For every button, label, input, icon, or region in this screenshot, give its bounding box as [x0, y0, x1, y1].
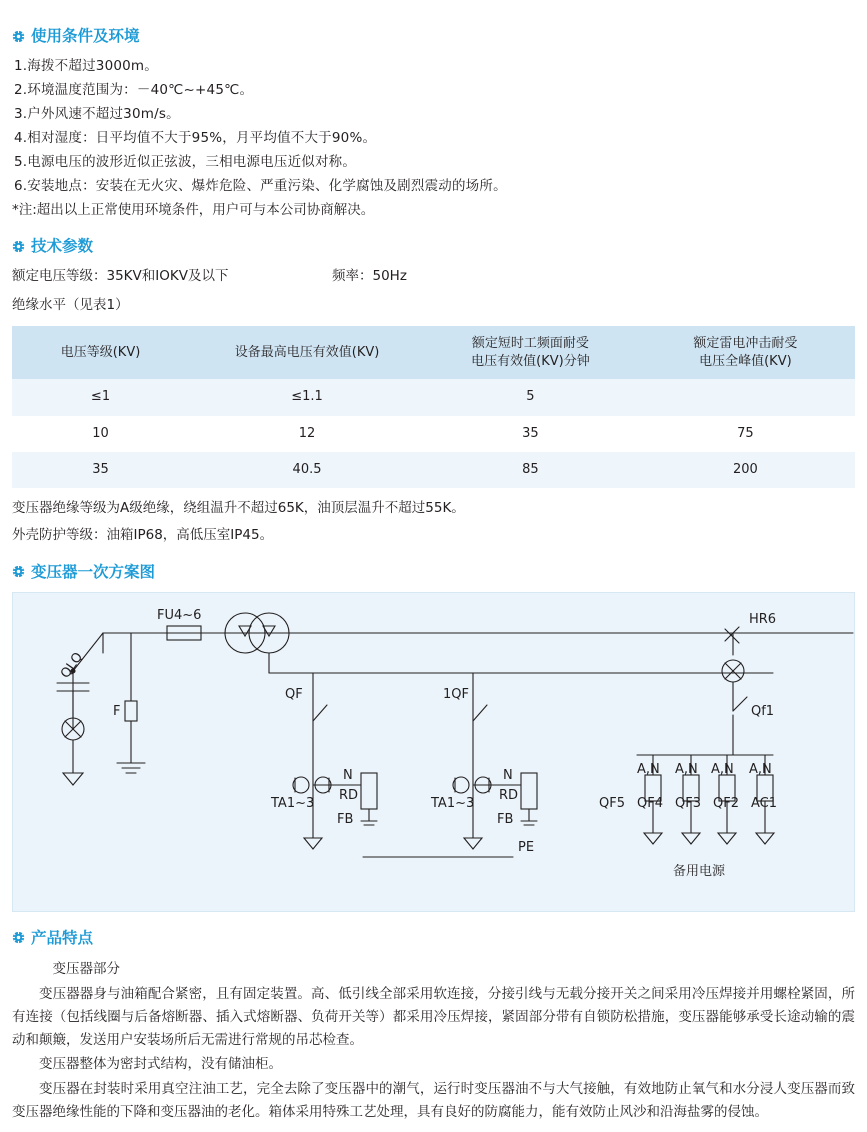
diagram-label-fb-right: FB — [497, 811, 514, 827]
insulation-level-label: 绝缘水平（见表1） — [12, 297, 129, 314]
transformer-primary-scheme-diagram — [12, 592, 855, 912]
feature-paragraph: 变压器整体为密封式结构，没有储油柜。 — [39, 1056, 282, 1073]
diagram-label-qf4: QF4 — [637, 795, 663, 811]
diagram-label-qf2: QF2 — [713, 795, 739, 811]
insulation-class-note: 变压器绝缘等级为A级绝缘，绕组温升不超过65K，油顶层温升不超过55K。 — [12, 499, 465, 516]
technical-params-row — [12, 266, 855, 287]
table-cell: ≤1 — [90, 389, 111, 405]
section-heading-conditions — [12, 24, 855, 48]
diagram-label-n-left: N — [343, 767, 353, 783]
diagram-label-backup: 备用电源 — [673, 863, 726, 879]
diagram-label-qf1: Qf1 — [751, 703, 775, 719]
table-header-cell: 额定雷电冲击耐受 电压全峰值(KV) — [636, 326, 855, 379]
table-cell: 85 — [522, 461, 539, 477]
list-item: 2.环境温度范围为：－40℃~+45℃。 — [14, 81, 254, 98]
features-body — [12, 958, 855, 1125]
diagram-label-n-right: N — [503, 767, 513, 783]
rated-voltage-label: 额定电压等级：35KV和IOKV及以下 — [12, 268, 229, 285]
diagram-label-an1: A,N — [637, 761, 660, 777]
list-item: 6.安装地点：安装在无火灾、爆炸危险、严重污染、化学腐蚀及剧烈震动的场所。 — [14, 177, 507, 194]
gear-icon — [12, 240, 25, 253]
table-header-row — [12, 326, 855, 379]
diagram-label-f: F — [113, 703, 121, 719]
section-title-conditions: 使用条件及环境 — [31, 27, 140, 45]
section-heading-technical — [12, 234, 855, 258]
frequency-label: 频率：50Hz — [332, 268, 407, 285]
table-row — [12, 416, 855, 452]
diagram-label-qlq: QLQ — [57, 649, 87, 681]
table-cell: 200 — [732, 461, 758, 477]
section-title-technical: 技术参数 — [31, 237, 94, 256]
feature-paragraph: 变压器在封装时采用真空注油工艺，完全去除了变压器中的潮气，运行时变压器油不与大气接触，有效地防止氧气和水分浸人变压器而致变压器绝缘性能的下降和变压器油的老化。箱体采用特殊工艺处理，具有良好的防腐能力，能有效防止风沙和沿海盐雾的侵蚀。 — [12, 1081, 855, 1121]
diagram-label-ta-right: TA1~3 — [431, 795, 475, 811]
diagram-label-an4: A,N — [749, 761, 772, 777]
diagram-label-rd-right: RD — [499, 787, 519, 803]
diagram-label-pe: PE — [518, 839, 535, 855]
table-cell: 40.5 — [292, 461, 322, 477]
diagram-label-an3: A,N — [711, 761, 734, 777]
table-cell: ≤1.1 — [291, 389, 323, 405]
insulation-spec-table — [12, 326, 855, 488]
table-header-cell: 电压等级(KV) — [12, 326, 189, 379]
table-row — [12, 452, 855, 488]
table-cell — [636, 379, 855, 415]
diagram-label-fu: FU4~6 — [157, 607, 202, 623]
table-cell: 12 — [298, 425, 316, 441]
diagram-label-1qf: 1QF — [443, 686, 469, 702]
conditions-list — [12, 56, 855, 197]
table-cell: 10 — [92, 425, 109, 441]
section-heading-features — [12, 926, 855, 950]
diagram-label-qf: QF — [285, 686, 303, 702]
list-item: 1.海拨不超过3000m。 — [14, 58, 158, 75]
feature-paragraph: 变压器部分 — [52, 960, 120, 977]
conditions-note: *注:超出以上正常使用环境条件，用户可与本公司协商解决。 — [12, 201, 375, 218]
list-item: 5.电源电压的波形近似正弦波，三相电源电压近似对称。 — [14, 153, 357, 170]
section-title-features: 产品特点 — [31, 928, 94, 947]
diagram-label-rd-left: RD — [339, 787, 359, 803]
diagram-label-ta-left: TA1~3 — [271, 795, 315, 811]
diagram-label-qf5: QF5 — [599, 795, 625, 811]
diagram-label-ac1: AC1 — [751, 795, 778, 811]
gear-icon — [12, 565, 25, 578]
table-header-cell: 设备最高电压有效值(KV) — [189, 326, 425, 379]
table-cell: 35 — [522, 425, 539, 441]
feature-paragraph: 变压器器身与油箱配合紧密，且有固定装置。高、低引线全部采用软连接，分接引线与无载分接开关之间采用冷压焊接并用螺栓紧固，所有连接（包括线圈与后备熔断器、插入式熔断器、负荷开关等）都采用冷压焊接，紧固部分带有自锁防松措施，变压器能够承受长途动输的震动和颠簸，发送用户安装场所后无需进行常规的吊芯检查。 — [12, 985, 855, 1048]
table-cell: 35 — [92, 461, 109, 477]
diagram-label-fb-left: FB — [337, 811, 354, 827]
gear-icon — [12, 30, 25, 43]
protection-class-note: 外壳防护等级：油箱IP68，高低压室IP45。 — [12, 526, 274, 543]
section-heading-diagram — [12, 560, 855, 584]
section-title-diagram: 变压器一次方案图 — [31, 562, 156, 581]
list-item: 3.户外风速不超过30m/s。 — [14, 105, 180, 122]
diagram-label-qf3: QF3 — [675, 795, 701, 811]
table-cell: 5 — [526, 389, 535, 405]
list-item: 4.相对湿度：日平均值不大于95%，月平均值不大于90%。 — [14, 129, 377, 146]
gear-icon — [12, 931, 25, 944]
table-cell: 75 — [737, 425, 754, 441]
table-header-cell: 额定短时工频面耐受 电压有效值(KV)分钟 — [425, 326, 636, 379]
diagram-label-hr6: HR6 — [749, 611, 777, 627]
table-row — [12, 379, 855, 415]
diagram-label-an2: A,N — [675, 761, 698, 777]
